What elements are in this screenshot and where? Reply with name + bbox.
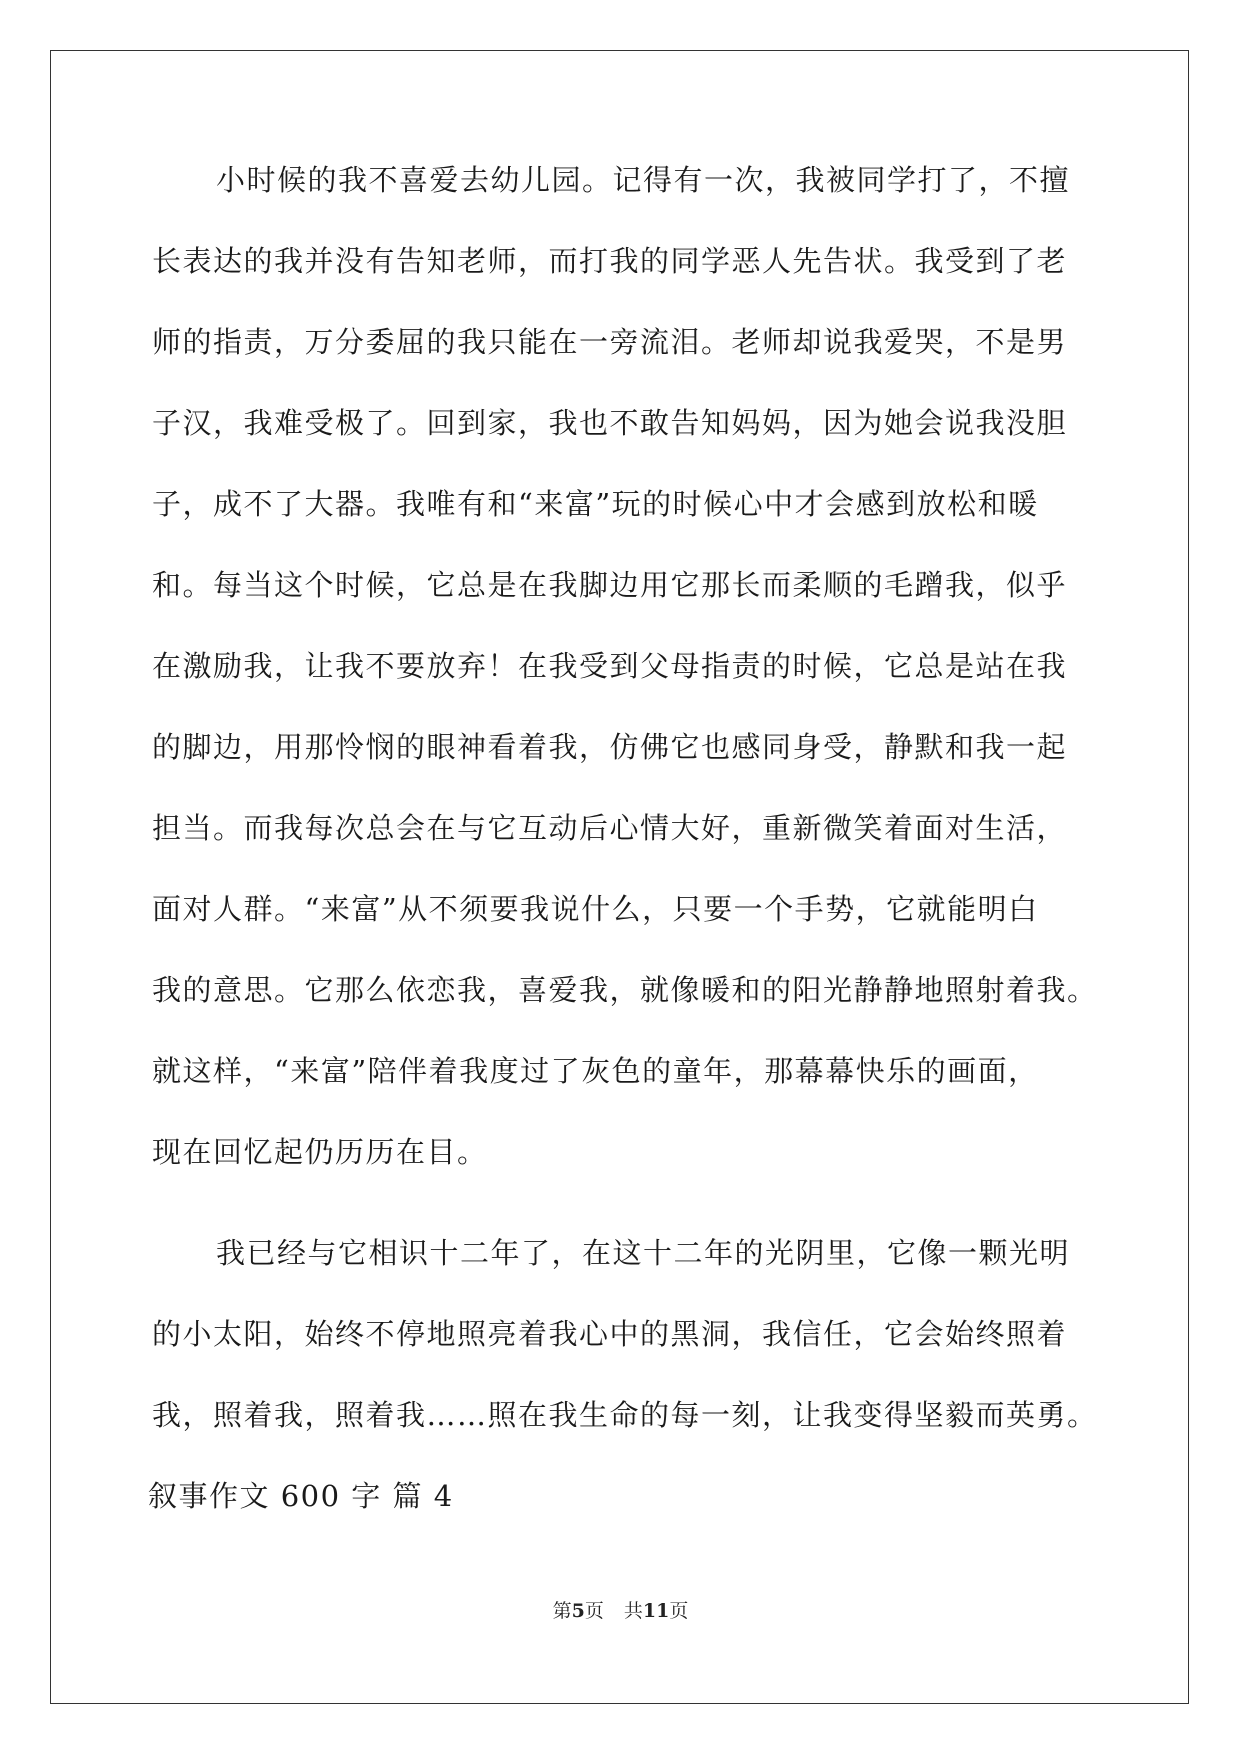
text-line: 小时候的我不喜爱去幼儿园。记得有一次，我被同学打了，不擅 — [216, 163, 1071, 197]
text-line: 子汉，我难受极了。回到家，我也不敢告知妈妈，因为她会说我没胆 — [152, 406, 1068, 440]
text-line: 在激励我，让我不要放弃！在我受到父母指责的时候，它总是站在我 — [152, 649, 1068, 683]
current-page-number: 5 — [571, 1600, 585, 1622]
text-line: 师的指责，万分委屈的我只能在一旁流泪。老师却说我爱哭，不是男 — [152, 325, 1068, 359]
document-body — [148, 160, 1098, 1557]
text-line: 我已经与它相识十二年了，在这十二年的光阴里，它像一颗光明 — [216, 1236, 1071, 1270]
total-page-number: 11 — [642, 1600, 670, 1622]
text-line: 长表达的我并没有告知老师，而打我的同学恶人先告状。我受到了老 — [152, 244, 1068, 278]
footer-total-suffix: 页 — [669, 1600, 689, 1622]
section-heading: 叙事作文 600 字 篇 4 — [148, 1479, 454, 1513]
text-line: 子，成不了大器。我唯有和“来富”玩的时候心中才会感到放松和暖 — [152, 487, 1039, 521]
footer-prefix: 第 — [552, 1600, 572, 1622]
paragraph-gap — [152, 1213, 1092, 1233]
text-line: 我，照着我，照着我……照在我生命的每一刻，让我变得坚毅而英勇。 — [152, 1398, 1098, 1432]
footer-page-suffix: 页 — [584, 1600, 604, 1622]
text-line: 和。每当这个时候，它总是在我脚边用它那长而柔顺的毛蹭我，似乎 — [152, 568, 1068, 602]
text-line: 就这样，“来富”陪伴着我度过了灰色的童年，那幕幕快乐的画面， — [152, 1054, 1039, 1088]
footer-total-prefix: 共 — [623, 1600, 643, 1622]
text-line: 面对人群。“来富”从不须要我说什么，只要一个手势，它就能明白 — [152, 892, 1039, 926]
text-line: 的脚边，用那怜悯的眼神看着我，仿佛它也感同身受，静默和我一起 — [152, 730, 1068, 764]
paragraph-1 — [152, 160, 1098, 1213]
text-line: 担当。而我每次总会在与它互动后心情大好，重新微笑着面对生活， — [152, 811, 1068, 845]
text-line: 我的意思。它那么依恋我，喜爱我，就像暖和的阳光静静地照射着我。 — [152, 973, 1098, 1007]
text-line: 的小太阳，始终不停地照亮着我心中的黑洞，我信任，它会始终照着 — [152, 1317, 1068, 1351]
paragraph-2 — [152, 1233, 1098, 1476]
page-footer — [0, 1599, 1241, 1623]
text-line: 现在回忆起仍历历在目。 — [152, 1135, 488, 1169]
